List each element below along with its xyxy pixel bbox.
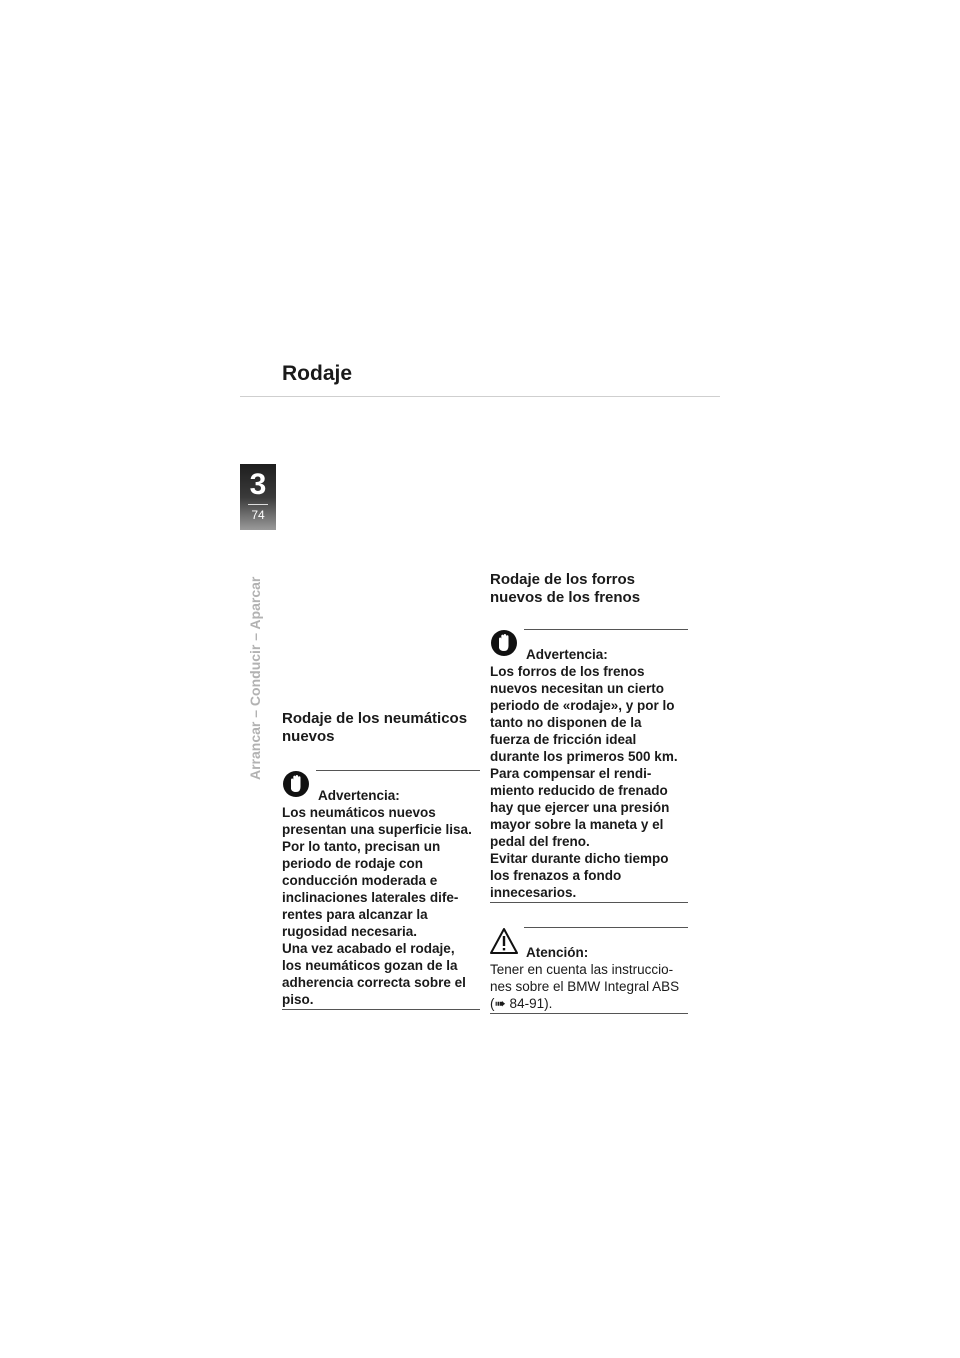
- text-line: fuerza de fricción ideal: [490, 732, 637, 747]
- text-line: pedal del freno.: [490, 834, 590, 849]
- text-line: los neumáticos gozan de la: [282, 958, 458, 973]
- text-line: adherencia correcta sobre el: [282, 975, 466, 990]
- stop-hand-icon: [282, 770, 310, 798]
- text-line: periodo de rodaje con: [282, 856, 424, 871]
- text-line: tanto no disponen de la: [490, 715, 642, 730]
- stop-hand-icon: [490, 629, 518, 657]
- brake-pads-break-in-section: [490, 571, 688, 1014]
- warning-header: [490, 629, 688, 663]
- page-number: 74: [251, 508, 265, 522]
- section-heading: [490, 571, 688, 607]
- text-line: nuevos necesitan un cierto: [490, 681, 665, 696]
- warning-text: [490, 663, 688, 901]
- heading-line: nuevos: [282, 728, 335, 745]
- attention-text: [490, 961, 688, 1012]
- warning-label: Advertencia:: [318, 788, 400, 803]
- text-line: Una vez acabado el rodaje,: [282, 941, 455, 956]
- warning-bottom-rule: [282, 1009, 480, 1010]
- warning-text: [282, 804, 480, 1008]
- heading-line: Rodaje de los neumáticos: [282, 710, 468, 727]
- section-heading: [282, 710, 480, 746]
- text-line: miento reducido de frenado: [490, 783, 668, 798]
- attention-bottom-rule: [490, 1013, 688, 1014]
- warning-top-rule: [524, 629, 688, 630]
- text-line: periodo de «rodaje», y por lo: [490, 698, 675, 713]
- chapter-tab: [240, 464, 276, 530]
- attention-header: [490, 927, 688, 961]
- text-line: presentan una superficie lisa.: [282, 822, 472, 837]
- attention-label: Atención:: [526, 945, 589, 960]
- text-line: Evitar durante dicho tiempo: [490, 851, 669, 866]
- text-line: innecesarios.: [490, 885, 577, 900]
- text-line: Los neumáticos nuevos: [282, 805, 436, 820]
- warning-triangle-icon: [490, 927, 518, 955]
- text-line: Tener en cuenta las instruccio-: [490, 962, 674, 977]
- attention-top-rule: [524, 927, 688, 928]
- text-line: rentes para alcanzar la: [282, 907, 428, 922]
- text-line: hay que ejercer una presión: [490, 800, 670, 815]
- text-line: nes sobre el BMW Integral ABS: [490, 979, 680, 994]
- warning-label: Advertencia:: [526, 647, 608, 662]
- text-line: piso.: [282, 992, 314, 1007]
- text-line: conducción moderada e: [282, 873, 438, 888]
- text-line: los frenazos a fondo: [490, 868, 622, 883]
- chapter-tab-divider: [248, 504, 268, 505]
- text-line: mayor sobre la maneta y el: [490, 817, 664, 832]
- tyre-break-in-section: [282, 710, 480, 1010]
- text-line: rugosidad necesaria.: [282, 924, 418, 939]
- text-line: Los forros de los frenos: [490, 664, 645, 679]
- warning-top-rule: [316, 770, 480, 771]
- text-line: Por lo tanto, precisan un: [282, 839, 441, 854]
- heading-line: nuevos de los frenos: [490, 589, 641, 606]
- text-line: (➠ 84-91).: [490, 996, 553, 1011]
- heading-line: Rodaje de los forros: [490, 571, 636, 588]
- text-line: durante los primeros 500 km.: [490, 749, 678, 764]
- title-divider: [240, 396, 720, 397]
- page-title: Rodaje: [282, 362, 353, 385]
- section-side-label: Arrancar – Conducir – Aparcar: [247, 576, 263, 780]
- chapter-number: 3: [249, 468, 267, 501]
- warning-header: [282, 770, 480, 804]
- text-line: inclinaciones laterales dife-: [282, 890, 459, 905]
- text-line: Para compensar el rendi-: [490, 766, 652, 781]
